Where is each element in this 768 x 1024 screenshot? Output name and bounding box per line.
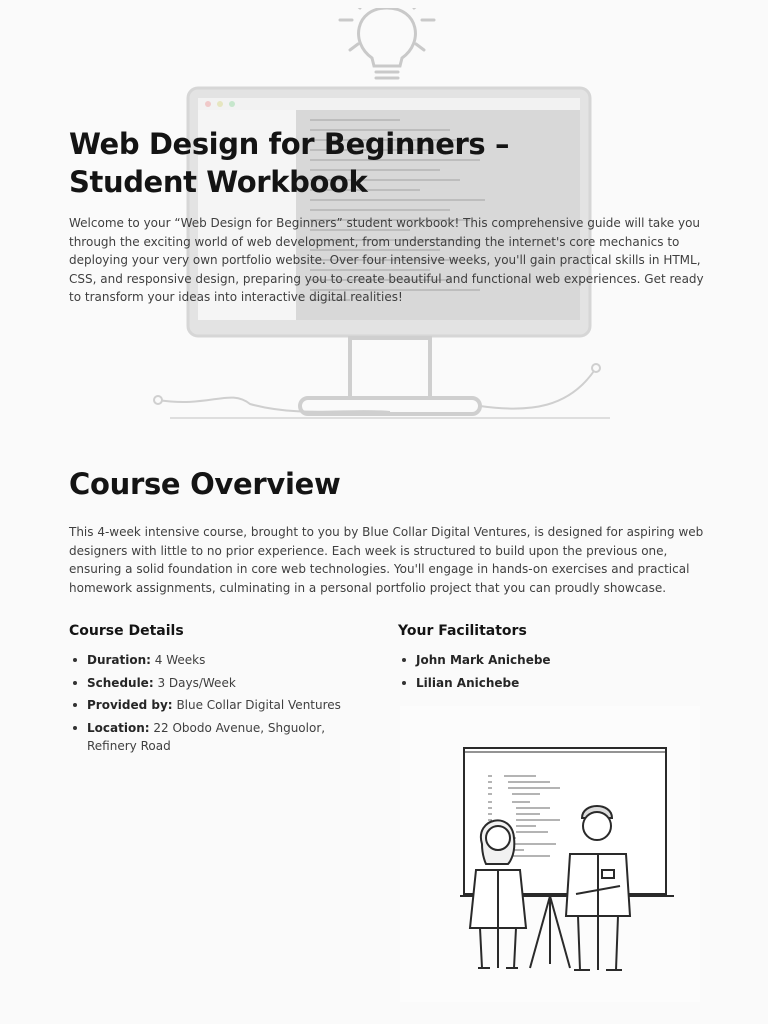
lightbulb-icon (359, 8, 416, 66)
facilitators-heading: Your Facilitators (398, 623, 527, 639)
detail-label: Provided by: (87, 698, 173, 712)
detail-value: 4 Weeks (154, 653, 206, 667)
facilitator-name: Lilian Anichebe (416, 675, 520, 690)
detail-value: 3 Days/Week (157, 675, 236, 690)
course-overview-heading: Course Overview (69, 467, 341, 501)
detail-label: Schedule: (87, 675, 154, 690)
intro-paragraph: Welcome to your “Web Design for Beginners” student workbook! This comprehensive guide will take you through the exciting world of web development, from understanding the internet's core mechanics to deploying your very own portfolio website. Over four intensive weeks, you'll gain practical skills in HTML, CSS, and responsive design, preparing you to create beautiful and functional web experiences. Get ready to transform your ideas into interactive digital realities! (69, 216, 704, 304)
list-item (398, 674, 698, 692)
course-overview-paragraph: This 4-week intensive course, brought to you by Blue Collar Digital Ventures, is designed for aspiring web designers with little to no prior experience. Each week is structured to build upon the previous one, ensuring a solid foundation in core web technologies. You'll engage in hands-on exercises and practical homework assignments, culminating in a personal portfolio project that you can proudly showcase. (69, 525, 704, 595)
page-title: Web Design for Beginners – Student Workbook (69, 127, 510, 199)
facilitator-name: John Mark Anichebe (416, 653, 551, 667)
facilitators-list (398, 651, 698, 696)
detail-value: 22 Obodo Avenue, Shguolor, Refinery Road (87, 720, 326, 753)
list-item (69, 674, 364, 692)
list-item (69, 696, 364, 714)
detail-label: Location: (87, 720, 150, 735)
list-item (69, 651, 364, 669)
course-details-heading: Course Details (69, 623, 184, 639)
list-item (398, 651, 698, 669)
facilitators-illustration (400, 706, 700, 1002)
detail-value: Blue Collar Digital Ventures (176, 698, 341, 712)
list-item (69, 719, 364, 755)
course-details-list (69, 651, 364, 759)
detail-label: Duration: (87, 653, 151, 667)
